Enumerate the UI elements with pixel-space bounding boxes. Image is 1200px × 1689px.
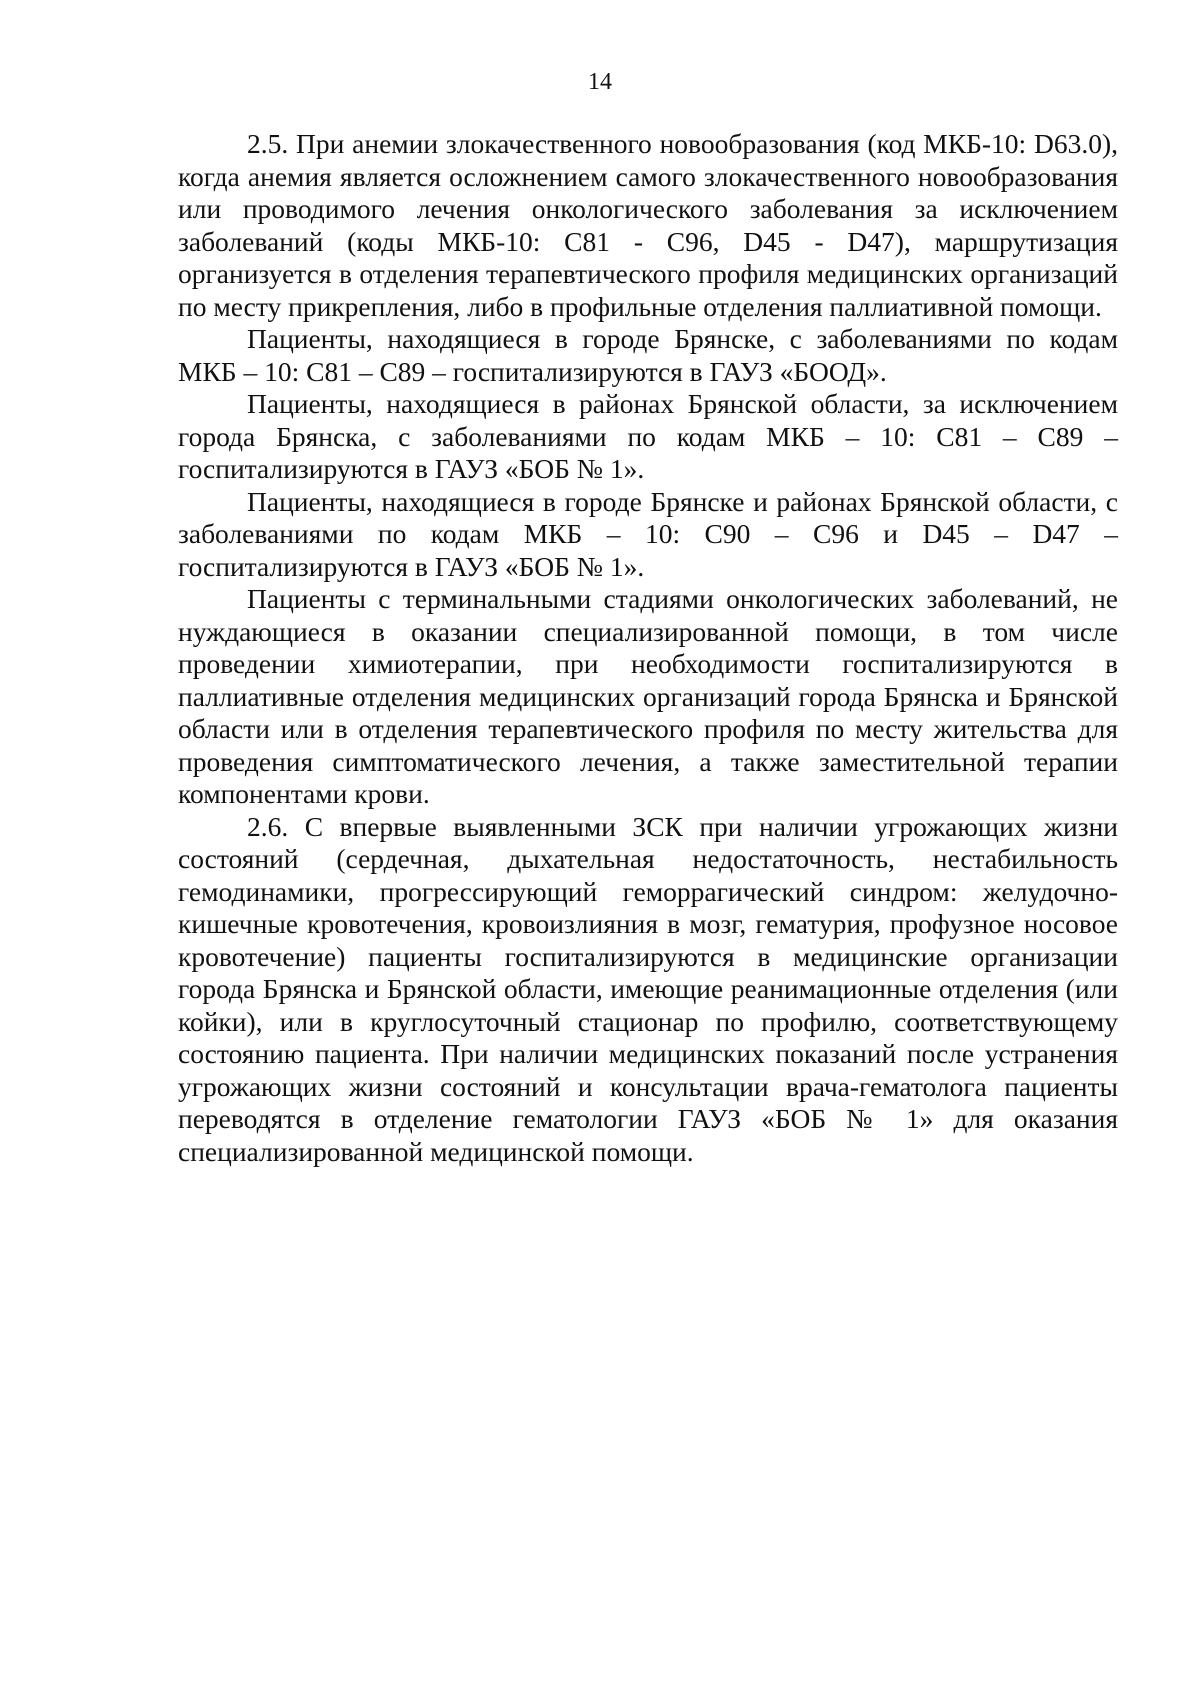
- document-body: [178, 128, 1118, 1168]
- paragraph-terminal-stages: Пациенты с терминальными стадиями онкологических заболеваний, не нуждающиеся в оказании специализированной помощи, в том числе проведении химиотерапии, при необходимости госпитализируются в паллиативные отделения медицинских организаций города Брянска и Брянской области или в отделения терапевтического профиля по месту жительства для проведения симптоматического лечения, а также заместительной терапии компонентами крови.: [178, 583, 1118, 809]
- paragraph-c90-c96: Пациенты, находящиеся в городе Брянске и районах Брянской области, с заболеваниями по кодам МКБ – 10: С90 – С96 и D45 – D47 – госпитализируются в ГАУЗ «БОБ № 1».: [178, 485, 1118, 582]
- paragraph-2-5: 2.5. При анемии злокачественного новообразования (код МКБ-10: D63.0), когда анемия является осложнением самого злокачественного новообразования или проводимого лечения онкологического заболевания за исключением заболеваний (коды МКБ-10: С81 - С96, D45 - D47), маршрутизация организуется в отделения терапевтического профиля медицинских организаций по месту прикрепления, либо в профильные отделения паллиативной помощи.: [178, 128, 1118, 322]
- paragraph-bryansk-city: Пациенты, находящиеся в городе Брянске, с заболеваниями по кодам МКБ – 10: С81 – С89 – госпитализируются в ГАУЗ «БООД».: [178, 323, 1118, 387]
- paragraph-2-6: 2.6. С впервые выявленными ЗСК при наличии угрожающих жизни состояний (сердечная, дыхательная недостаточность, нестабильность гемодинамики, прогрессирующий геморрагический синдром: желудочно-кишечные кровотечения, кровоизлияния в мозг, гематурия, профузное носовое кровотечение) пациенты госпитализируются в медицинские организации города Брянска и Брянской области, имеющие реанимационные отделения (или койки), или в круглосуточный стационар по профилю, соответствующему состоянию пациента. При наличии медицинских показаний после устранения угрожающих жизни состояний и консультации врача-гематолога пациенты переводятся в отделение гематологии ГАУЗ «БОБ № 1» для оказания специализированной медицинской помощи.: [178, 810, 1118, 1167]
- page-number: 14: [588, 69, 612, 95]
- paragraph-bryansk-region: Пациенты, находящиеся в районах Брянской области, за исключением города Брянска, с заболеваниями по кодам МКБ – 10: С81 – С89 – госпитализируются в ГАУЗ «БОБ № 1».: [178, 388, 1118, 484]
